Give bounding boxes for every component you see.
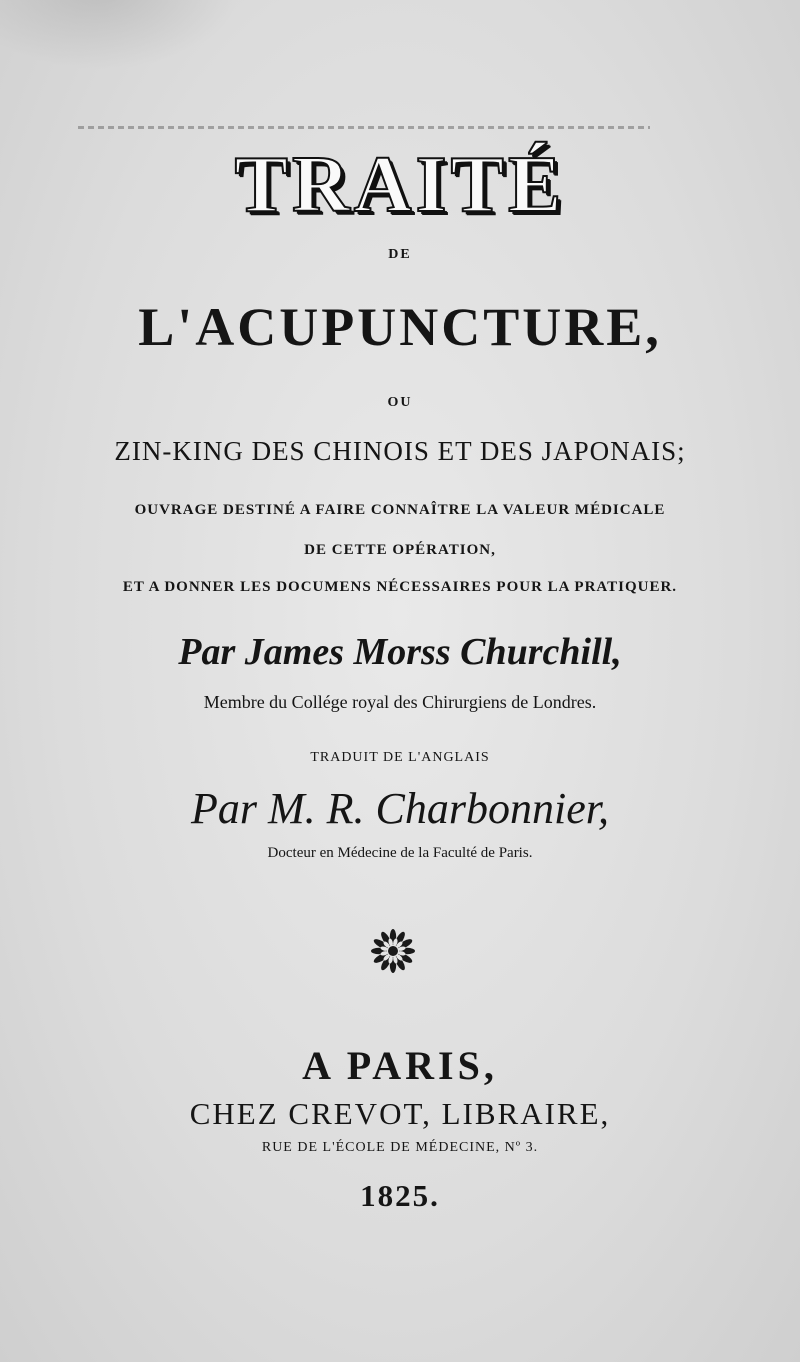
imprint-publisher: CHEZ CREVOT, LIBRAIRE, (189, 1096, 611, 1131)
flower-ornament-icon (368, 927, 418, 975)
description-line-2: DE CETTE OPÉRATION, (304, 542, 496, 558)
faint-rule (78, 126, 650, 129)
main-title: L'ACUPUNCTURE, (138, 297, 662, 357)
translation-note: TRADUIT DE L'ANGLAIS (310, 750, 490, 765)
description-line-3: ET A DONNER LES DOCUMENS NÉCESSAIRES POUR LA PRATIQUER. (122, 579, 678, 595)
subtitle: ZIN-KING DES CHINOIS ET DES JAPONAIS; (114, 436, 686, 466)
imprint-year: 1825. (360, 1178, 440, 1213)
paper-stain (0, 0, 240, 70)
author-credentials: Membre du Collége royal des Chirurgiens de Londres. (203, 692, 597, 712)
author-line: Par James Morss Churchill, (178, 631, 622, 673)
translator-credentials: Docteur en Médecine de la Faculté de Paris. (267, 845, 533, 861)
description-line-1: OUVRAGE DESTINÉ A FAIRE CONNAÎTRE LA VALEUR MÉDICALE (134, 502, 666, 518)
imprint-address: RUE DE L'ÉCOLE DE MÉDECINE, Nº 3. (261, 1140, 539, 1155)
title-connector-de: DE (388, 247, 412, 262)
imprint-city: A PARIS, (302, 1043, 498, 1088)
title-connector-ou: OU (387, 395, 413, 410)
translator-line: Par M. R. Charbonnier, (191, 784, 609, 833)
page-title: TRAITÉ (234, 141, 566, 229)
